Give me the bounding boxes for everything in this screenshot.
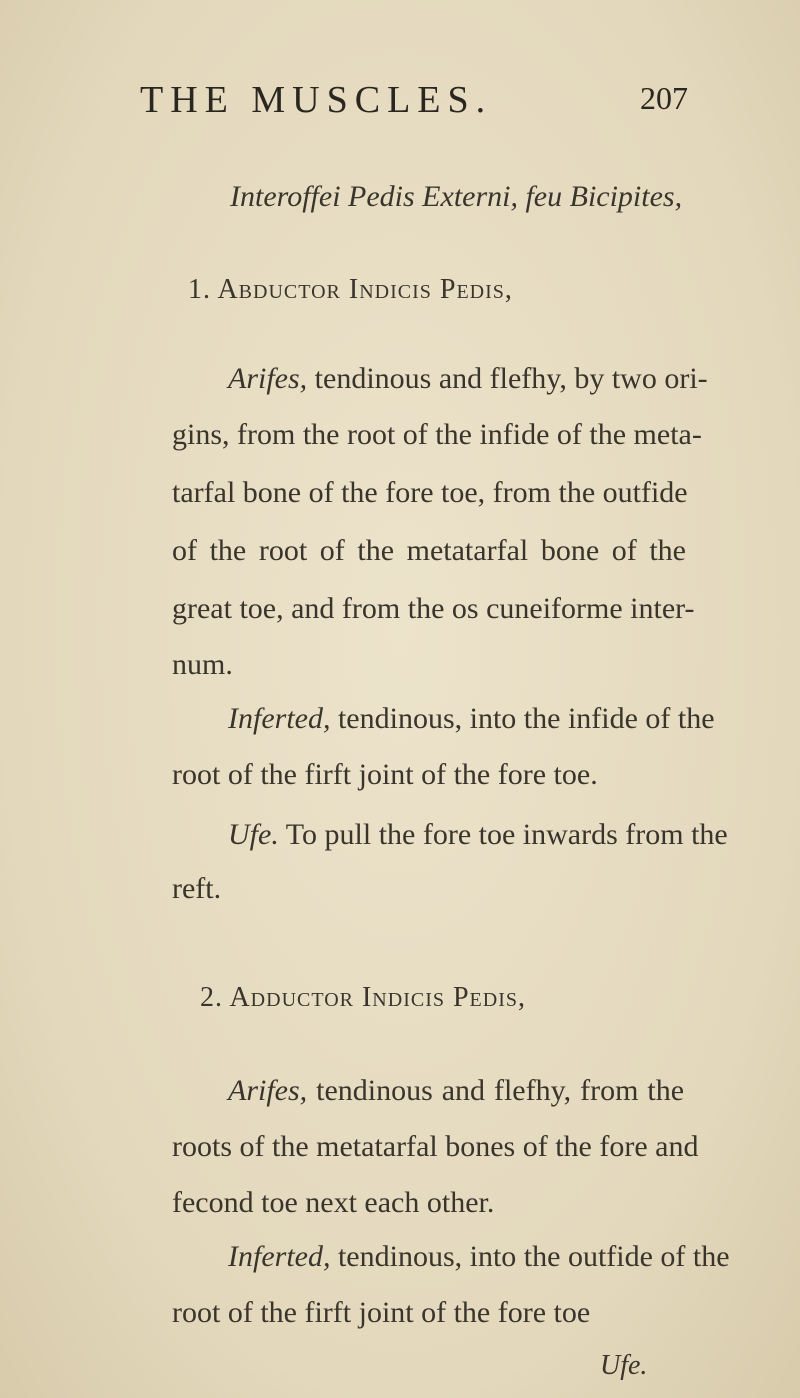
section2-inserted-line2: root of the firft joint of the fore toe [172, 1296, 591, 1329]
section2-heading [200, 982, 526, 1014]
running-head [0, 78, 800, 128]
section1-arises-line1-rest: tendinous and flefhy, by two ori- [314, 362, 708, 395]
catchword: Ufe. [600, 1350, 648, 1381]
section1-inserted-line1 [228, 702, 715, 736]
section2-heading-text: 2. Adductor Indicis Pedis, [200, 982, 526, 1013]
intro-line: Interoffei Pedis Externi, feu Bicipites, [230, 180, 683, 213]
section2-arises-line2: roots of the metatarfal bones of the fore and [172, 1130, 699, 1163]
section2-inserted-line1 [228, 1240, 730, 1274]
page-number: 207 [640, 80, 688, 116]
section1-arises-line5: great toe, and from the os cuneiforme inter- [172, 592, 695, 625]
section1-heading-text: 1. Abductor Indicis Pedis, [188, 274, 513, 305]
running-title: THE MUSCLES. [140, 79, 493, 121]
section1-inserted-line1-rest: tendinous, into the infide of the [337, 702, 715, 735]
section2-arises-line1 [228, 1074, 684, 1108]
section1-heading [188, 274, 513, 306]
section1-arises-label: Arifes, [228, 362, 308, 395]
section1-inserted-line2: root of the firft joint of the fore toe. [172, 758, 598, 791]
section1-arises-line3: tarfal bone of the fore toe, from the outfide [172, 476, 688, 509]
section1-arises-line4: of the root of the metatarfal bone of the [172, 534, 686, 567]
section2-arises-line3: fecond toe next each other. [172, 1186, 495, 1219]
section1-use-label: Ufe. [228, 818, 279, 851]
section1-use-line1-rest: To pull the fore toe inwards from the [285, 818, 728, 851]
section2-inserted-line1-rest: tendinous, into the outfide of the [337, 1240, 730, 1273]
section1-arises-line2: gins, from the root of the infide of the meta- [172, 418, 702, 451]
section2-arises-line1-rest: tendinous and flefhy, from the [316, 1074, 685, 1107]
section1-inserted-label: Inferted, [228, 702, 331, 735]
section2-inserted-label: Inferted, [228, 1240, 331, 1273]
section1-arises-line1 [228, 362, 708, 396]
section1-arises-line6: num. [172, 648, 233, 681]
section1-use-line1 [228, 818, 728, 852]
section1-use-line2: reft. [172, 872, 222, 905]
section2-arises-label: Arifes, [228, 1074, 308, 1107]
